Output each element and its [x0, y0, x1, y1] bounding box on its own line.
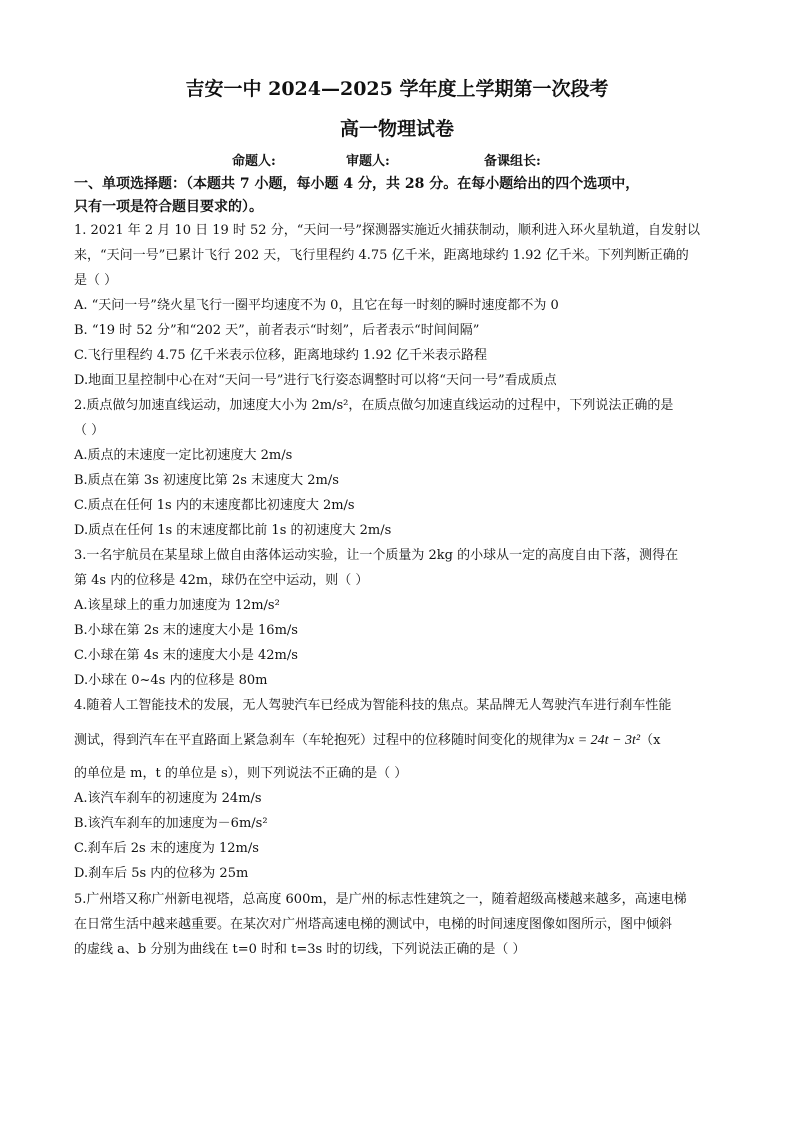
- q5-stem: 在日常生活中越来越重要。在某次对广州塔高速电梯的测试中，电梯的时间速度图像如图所示，图中倾斜: [74, 917, 673, 932]
- q2-stem: （ ）: [74, 423, 105, 438]
- q4-option-b: B.该汽车刹车的加速度为－6m/s²: [74, 816, 268, 831]
- section-heading-cont: 只有一项是符合题目要求的）。: [74, 199, 263, 215]
- exam-title: 吉安一中 2024—2025 学年度上学期第一次段考: [185, 78, 609, 100]
- q4-stem-text: 测试，得到汽车在平直路面上紧急刹车（车轮抱死）过程中的位移随时间变化的规律为: [74, 733, 569, 748]
- q1-stem: 1. 2021 年 2 月 10 日 19 时 52 分，“天问一号”探测器实施近火捕获制动，顺利进入环火星轨道，自发射以: [74, 223, 701, 238]
- q3-option-d: D.小球在 0~4s 内的位移是 80m: [74, 673, 268, 688]
- author-label: 命题人:: [232, 154, 276, 169]
- q1-stem: 来，“天问一号”已累计飞行 202 天，飞行里程约 4.75 亿千米，距离地球约 1.92 亿千米。下列判断正确的: [74, 248, 689, 263]
- q1-option-a: A. “天问一号”绕火星飞行一圈平均速度不为 0，且它在每一时刻的瞬时速度都不为 0: [74, 298, 559, 313]
- q2-stem: 2.质点做匀加速直线运动，加速度大小为 2m/s²，在质点做匀加速直线运动的过程中，下列说法正确的是: [74, 398, 674, 413]
- q4-stem-formula-line: [74, 732, 660, 750]
- q3-option-b: B.小球在第 2s 末的速度大小是 16m/s: [74, 623, 298, 638]
- q4-stem: 的单位是 m，t 的单位是 s），则下列说法不正确的是（ ）: [74, 766, 408, 781]
- q2-option-a: A.质点的末速度一定比初速度大 2m/s: [74, 448, 293, 463]
- section-heading: 一、单项选择题：（本题共 7 小题，每小题 4 分，共 28 分。在每小题给出的四个选项中，: [74, 176, 640, 192]
- q1-option-c: C.飞行里程约 4.75 亿千米表示位移，距离地球约 1.92 亿千米表示路程: [74, 348, 488, 363]
- exam-subtitle: 高一物理试卷: [339, 118, 454, 140]
- q4-option-d: D.刹车后 5s 内的位移为 25m: [74, 866, 249, 881]
- q3-option-c: C.小球在第 4s 末的速度大小是 42m/s: [74, 648, 298, 663]
- q4-option-c: C.刹车后 2s 末的速度为 12m/s: [74, 841, 259, 856]
- q2-option-b: B.质点在第 3s 初速度比第 2s 末速度大 2m/s: [74, 473, 339, 488]
- q5-stem: 5.广州塔又称广州新电视塔，总高度 600m，是广州的标志性建筑之一，随着超级高楼越来越多，高速电梯: [74, 892, 687, 907]
- q3-option-a: A.该星球上的重力加速度为 12m/s²: [74, 598, 280, 613]
- q1-option-b: B. “19 时 52 分”和“202 天”，前者表示“时刻”，后者表示“时间间隔”: [74, 323, 480, 338]
- q4-formula: x = 24t − 3t²: [568, 733, 641, 748]
- q3-stem: 第 4s 内的位移是 42m，球仍在空中运动，则（ ）: [74, 573, 369, 588]
- q1-stem: 是（ ）: [74, 273, 118, 288]
- q4-stem-text-tail: （x: [640, 733, 661, 748]
- leader-label: 备课组长:: [484, 154, 541, 169]
- author-line: [232, 150, 541, 169]
- reviewer-label: 审题人:: [346, 154, 390, 169]
- q2-option-d: D.质点在任何 1s 的末速度都比前 1s 的初速度大 2m/s: [74, 523, 392, 538]
- q4-stem: 4.随着人工智能技术的发展，无人驾驶汽车已经成为智能科技的焦点。某品牌无人驾驶汽车进行刹车性能: [74, 698, 672, 713]
- q5-stem: 的虚线 a、b 分别为曲线在 t=0 时和 t=3s 时的切线，下列说法正确的是（ ）: [74, 942, 526, 957]
- q4-option-a: A.该汽车刹车的初速度为 24m/s: [74, 791, 262, 806]
- q3-stem: 3.一名宇航员在某星球上做自由落体运动实验，让一个质量为 2kg 的小球从一定的高度自由下落，测得在: [74, 548, 679, 563]
- q2-option-c: C.质点在任何 1s 内的末速度都比初速度大 2m/s: [74, 498, 355, 513]
- q1-option-d: D.地面卫星控制中心在对“天问一号”进行飞行姿态调整时可以将“天问一号”看成质点: [74, 373, 557, 388]
